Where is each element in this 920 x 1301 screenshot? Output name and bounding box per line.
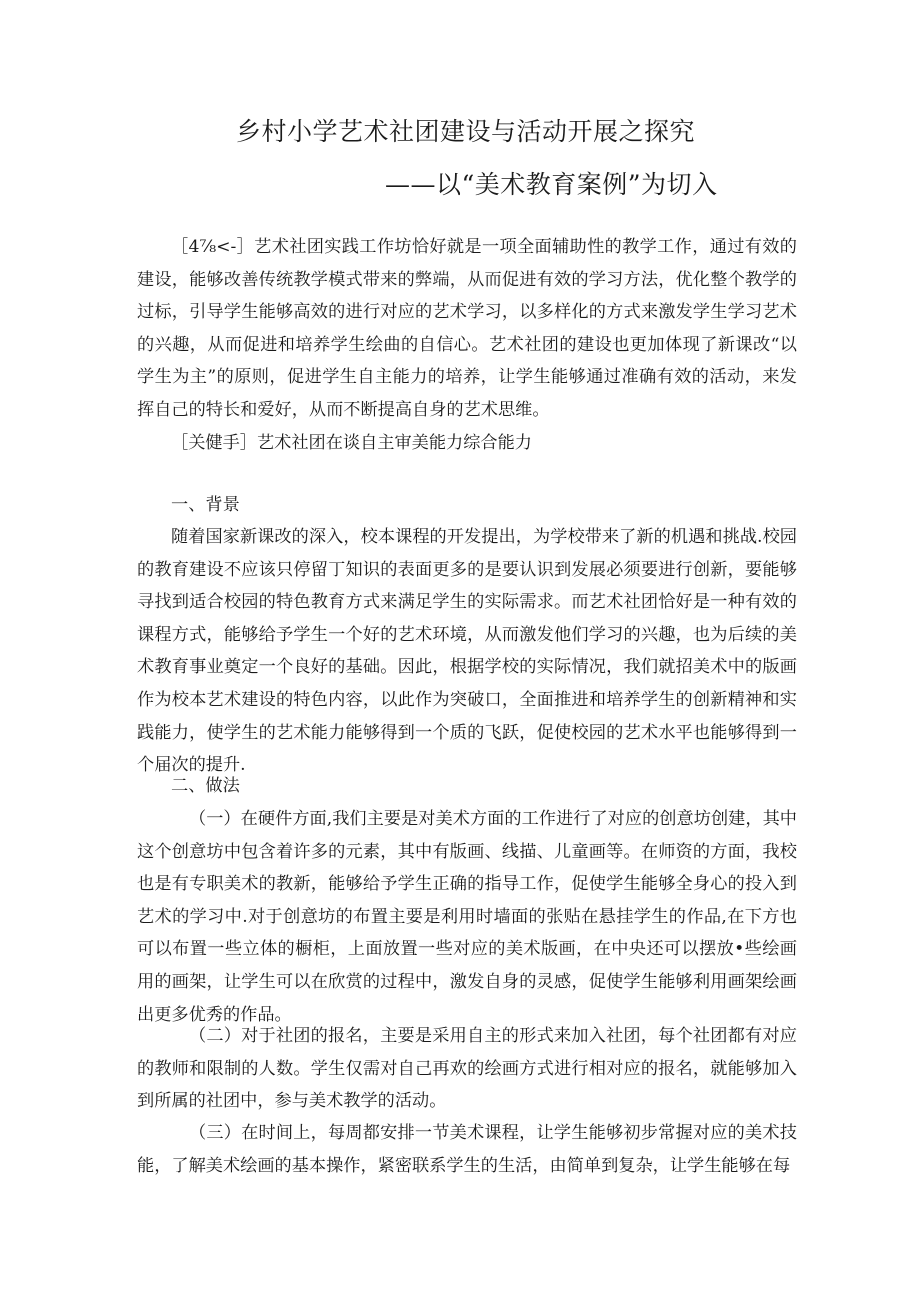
method-paragraph-1: （一）在硬件方面,我们主要是对美术方面的工作进行了对应的创意坊创建，其中这个创意坊中包含着许多的元素，其中有版画、线描、儿童画等。在师资的方面，我校也是有专职美术的教新，能够给予学生正确的指导工作，促使学生能够全身心的投入到艺术的学习中.对于创意坊的布置主要是利用时墙面的张贴在悬挂学生的作品,在下方也可以布置一些立体的橱柜，上面放置一些对应的美术版画，在中央还可以摆放•些绘画用的画架，让学生可以在欣赏的过程中，激发自身的灵感，促使学生能够利用画架绘画出更多优秀的作品。 xyxy=(137,809,797,1025)
document-title: 乡村小学艺术社团建设与活动开展之探究 xyxy=(236,117,696,146)
method-paragraph-2: （二）对于社团的报名，主要是采用自主的形式来加入社团，每个社团都有对应的教师和限制的人数。学生仅需对自己再欢的绘画方式进行相对应的报名，就能够加入到所属的社团中，参与美术教学的活动。 xyxy=(137,1026,797,1112)
section-heading-background: 一、背景 xyxy=(171,495,240,515)
abstract-paragraph: ［4⅞<-］艺术社团实践工作坊恰好就是一项全面辅助性的教学工作，通过有效的建设，能够改善传统教学模式带来的弊端，从而促进有效的学习方法，优化整个教学的过标，引导学生能够高效的进行对应的艺术学习，以多样化的方式来激发学生学习艺术的兴趣，从而促进和培养学生绘曲的自信心。艺术社团的建设也更加体现了新课改“以学生为主”的原则，促进学生自主能力的培养，让学生能够通过准确有效的活动，来发挥自己的特长和爱好，从而不断提高自身的艺术思维。 xyxy=(137,237,797,420)
keywords-line: ［关健手］艺术社团在谈自主审美能力综合能力 xyxy=(171,433,532,453)
section-heading-method: 二、做法 xyxy=(171,776,240,796)
document-subtitle: ——以“美术教育案例”为切入 xyxy=(385,170,718,199)
section-background-paragraph: 随着国家新课改的深入，校本课程的开发提出，为学校带来了新的机遇和挑战.校园的教育建设不应该只停留丁知识的表面更多的是要认识到发展必须要进行创新，要能够寻找到适合校园的特色教育方式来满足学生的实际需求。而艺术社团恰好是一种有效的课程方式，能够给予学生一个好的艺术环境，从而激发他们学习的兴趣，也为后续的美术教育事业奠定一个良好的基础。因此，根据学校的实际情况，我们就招美术中的版画作为校本艺术建设的特色内容，以此作为突破口，全面推进和培养学生的创新精神和实践能力，使学生的艺术能力能够得到一个质的飞跃，促使校园的艺术水平也能够得到一个届次的提升. xyxy=(137,527,797,776)
method-paragraph-3: （三）在时间上，每周都安排一节美术课程，让学生能够初步常握对应的美术技能，了解美术绘画的基本操作，紧密联系学生的生活，由简单到复杂，让学生能够在每 xyxy=(137,1123,797,1176)
